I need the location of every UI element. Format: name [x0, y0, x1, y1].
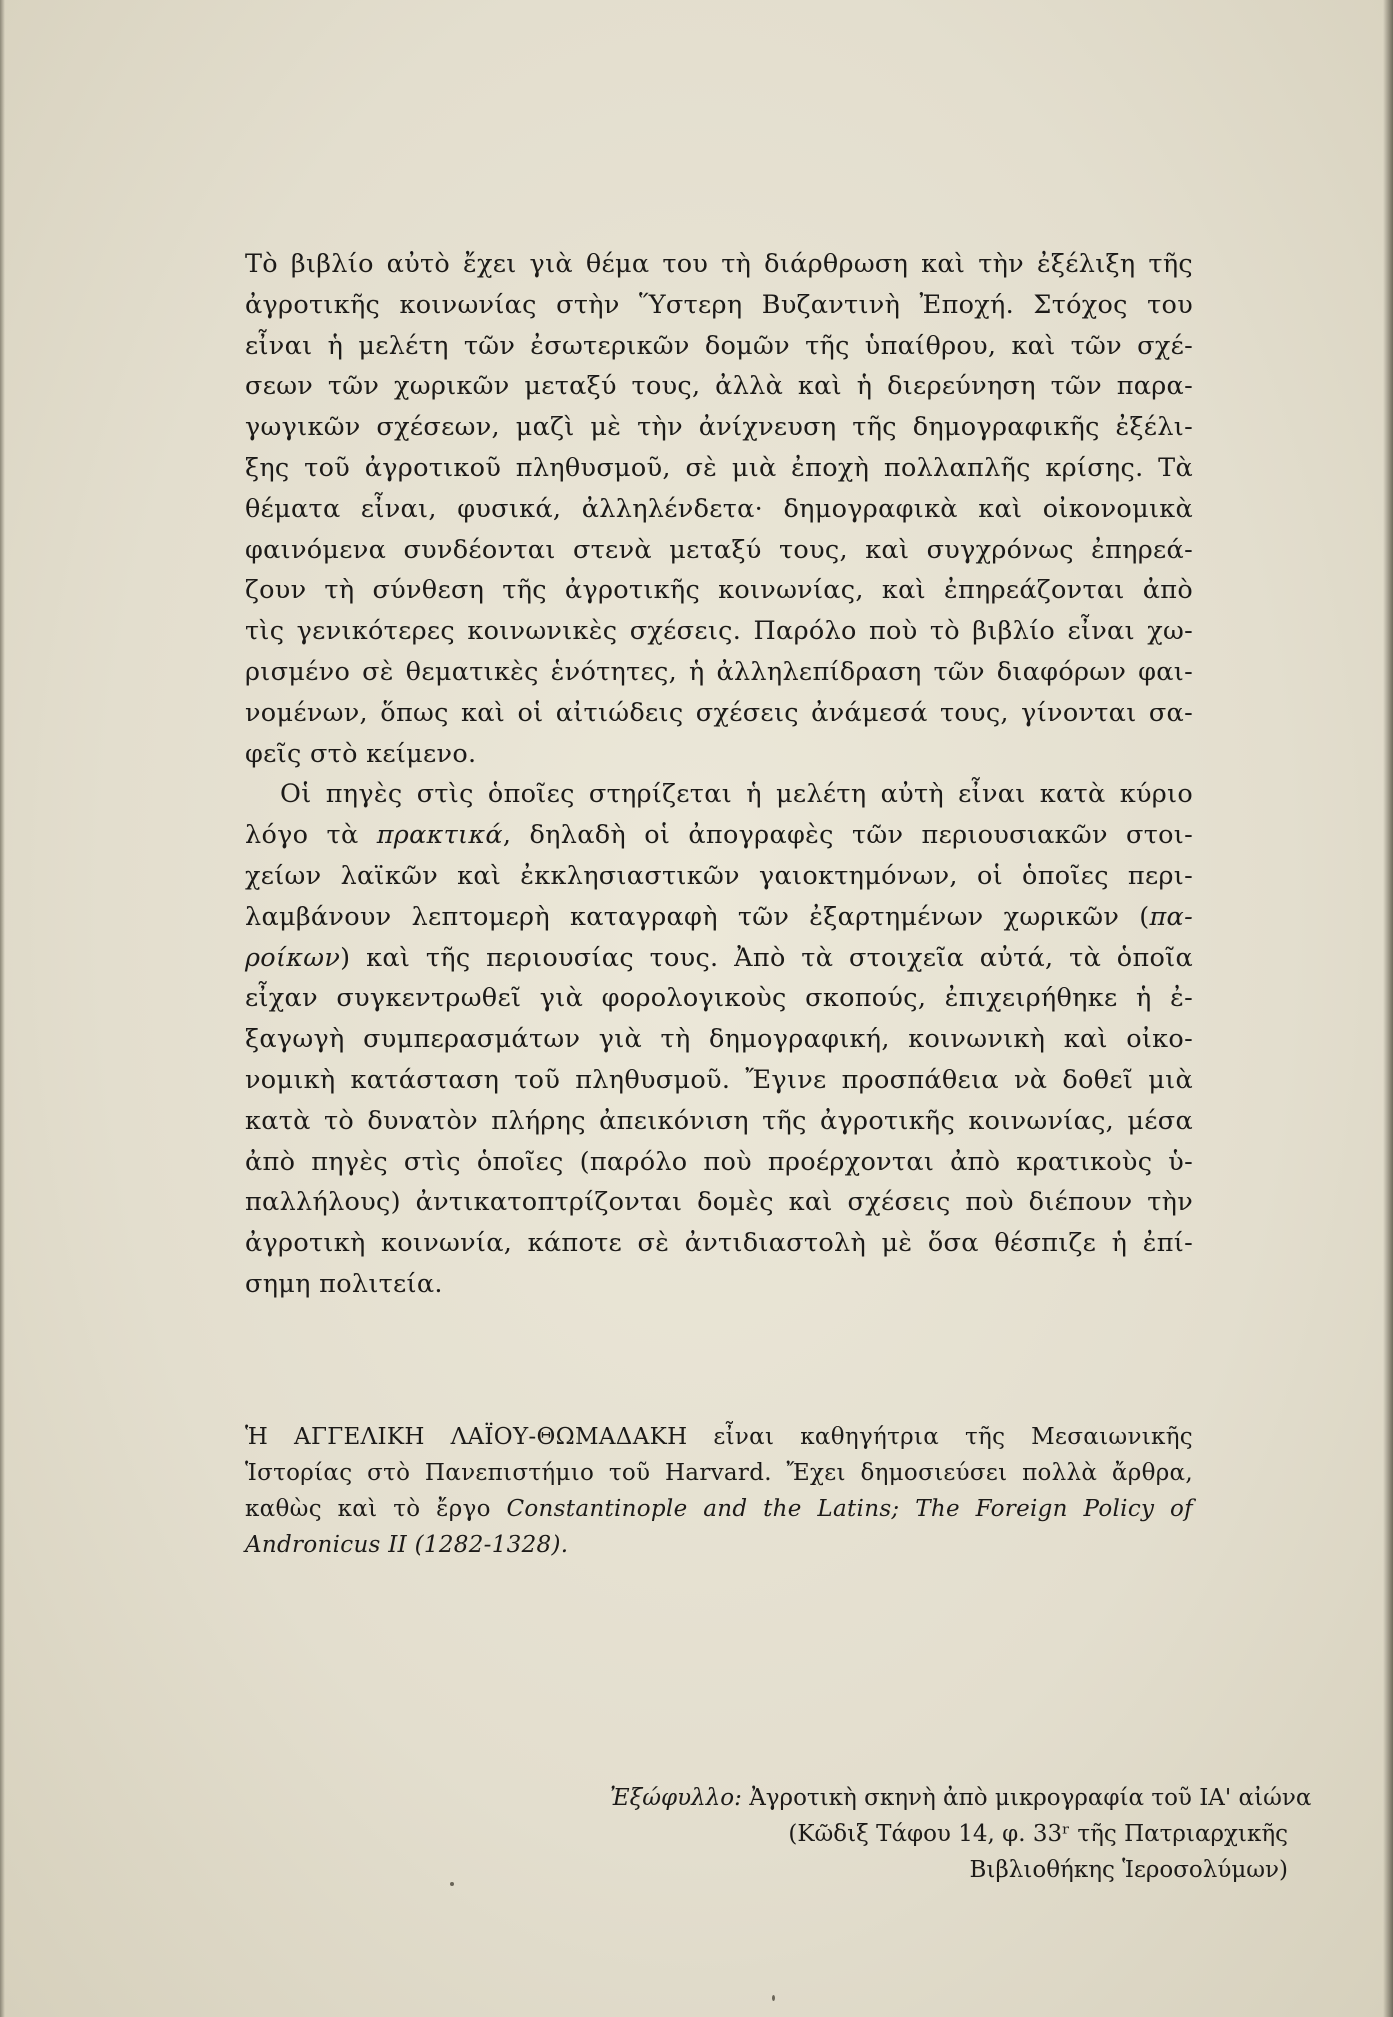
text-line: θέματα εἶναι, φυσικά, ἀλληλένδετα· δημογραφικὰ καὶ οἰκονομικὰ [245, 493, 1193, 524]
text-line: τὶς γενικότερες κοινωνικὲς σχέσεις. Παρόλο ποὺ τὸ βιβλίο εἶναι χω- [245, 616, 1193, 647]
text-line: παλλήλους) ἀντικατοπτρίζονται δομὲς καὶ σχέσεις ποὺ διέπουν τὴν [245, 1187, 1193, 1218]
text-line: ξης τοῦ ἀγροτικοῦ πληθυσμοῦ, σὲ μιὰ ἐποχὴ πολλαπλῆς κρίσης. Τὰ [245, 452, 1193, 483]
text-line: νομένων, ὅπως καὶ οἱ αἰτιώδεις σχέσεις ἀνάμεσά τους, γίνονται σα- [245, 697, 1193, 728]
book-title-italic-end: Andronicus II (1282-1328). [245, 1532, 569, 1558]
paper-speck [450, 1882, 454, 1886]
text-fragment: καθὼς καὶ τὸ ἔργο [245, 1496, 507, 1522]
italic-term-paroikon-end: ροίκων [245, 942, 341, 973]
text-line: χείων λαϊκῶν καὶ ἐκκλησιαστικῶν γαιοκτημόνων, οἱ ὁποῖες περι- [245, 860, 1193, 891]
caption-line: Βιβλιοθήκης Ἱεροσολύμων) [969, 1857, 1288, 1883]
text-fragment: λόγο τὰ [245, 820, 377, 851]
caption-label: Ἐξώφυλλο: [610, 1785, 742, 1811]
text-line: νομικὴ κατάσταση τοῦ πληθυσμοῦ. Ἔγινε προσπάθεια νὰ δοθεῖ μιὰ [245, 1064, 1193, 1095]
left-page-edge [0, 0, 5, 2017]
text-fragment: , δηλαδὴ οἱ ἀπογραφὲς τῶν περιουσιακῶν στοι- [502, 820, 1194, 851]
text-line [245, 938, 1193, 979]
right-page-edge [1383, 0, 1393, 2017]
text-fragment: ) καὶ τῆς περιουσίας τους. Ἀπὸ τὰ στοιχεῖα αὐτά, τὰ ὁποῖα [340, 942, 1193, 973]
italic-term-paroikon-start: πα- [1149, 901, 1193, 932]
text-line: Οἱ πηγὲς στὶς ὁποῖες στηρίζεται ἡ μελέτη αὐτὴ εἶναι κατὰ κύριο [280, 779, 1193, 810]
text-line: κατὰ τὸ δυνατὸν πλήρης ἀπεικόνιση τῆς ἀγροτικῆς κοινωνίας, μέσα [245, 1105, 1193, 1136]
text-line: ξαγωγὴ συμπερασμάτων γιὰ τὴ δημογραφική, κοινωνικὴ καὶ οἰκο- [245, 1024, 1193, 1055]
paper-speck [772, 1995, 775, 2001]
bio-line: Ἡ ΑΓΓΕΛΙΚΗ ΛΑΪΟΥ-ΘΩΜΑΔΑΚΗ εἶναι καθηγήτρια τῆς Μεσαιωνικῆς [245, 1424, 1193, 1450]
text-line: ἀπὸ πηγὲς στὶς ὁποῖες (παρόλο ποὺ προέρχονται ἀπὸ κρατικοὺς ὑ- [245, 1146, 1193, 1177]
text-line: ζουν τὴ σύνθεση τῆς ἀγροτικῆς κοινωνίας, καὶ ἐπηρεάζονται ἀπὸ [245, 575, 1193, 606]
text-fragment: λαμβάνουν λεπτομερὴ καταγραφὴ τῶν ἐξαρτημένων χωρικῶν ( [245, 901, 1150, 932]
text-line: εἶχαν συγκεντρωθεῖ γιὰ φορολογικοὺς σκοπούς, ἐπιχειρήθηκε ἡ ἐ- [245, 983, 1193, 1014]
text-line [245, 897, 1193, 938]
text-line: Τὸ βιβλίο αὐτὸ ἔχει γιὰ θέμα του τὴ διάρθρωση καὶ τὴν ἐξέλιξη τῆς [245, 249, 1193, 279]
text-line: ἀγροτικὴ κοινωνία, κάποτε σὲ ἀντιδιαστολὴ μὲ ὅσα θέσπιζε ἡ ἐπί- [245, 1228, 1193, 1259]
author-bio [245, 1419, 1193, 1563]
text-line: φαινόμενα συνδέονται στενὰ μεταξύ τους, καὶ συγχρόνως ἐπηρεά- [245, 534, 1193, 565]
text-line [245, 815, 1193, 856]
cover-caption [610, 1780, 1312, 1888]
text-fragment: Ἀγροτικὴ σκηνὴ ἀπὸ μικρογραφία τοῦ ΙΑ' αἰώνα [741, 1785, 1312, 1811]
main-text [245, 244, 1193, 1305]
text-line: γωγικῶν σχέσεων, μαζὶ μὲ τὴν ἀνίχνευση τῆς δημογραφικῆς ἐξέλι- [245, 412, 1193, 443]
bio-line: Ἱστορίας στὸ Πανεπιστήμιο τοῦ Harvard. Ἔχει δημοσιεύσει πολλὰ ἄρθρα, [245, 1460, 1193, 1486]
text-line: σεων τῶν χωρικῶν μεταξύ τους, ἀλλὰ καὶ ἡ διερεύνηση τῶν παρα- [245, 371, 1193, 402]
text-line: ρισμένο σὲ θεματικὲς ἑνότητες, ἡ ἀλληλεπίδραση τῶν διαφόρων φαι- [245, 656, 1193, 687]
text-line: φεῖς στὸ κείμενο. [245, 738, 477, 769]
book-title-italic: Constantinople and the Latins; The Foreign Policy of [506, 1496, 1193, 1522]
text-line: ἀγροτικῆς κοινωνίας στὴν Ὕστερη Βυζαντινὴ Ἐποχή. Στόχος του [245, 289, 1193, 320]
text-line: εἶναι ἡ μελέτη τῶν ἐσωτερικῶν δομῶν τῆς ὑπαίθρου, καὶ τῶν σχέ- [245, 330, 1193, 361]
caption-line: (Κῶδιξ Τάφου 14, φ. 33ʳ τῆς Πατριαρχικῆς [788, 1821, 1288, 1847]
text-line: σημη πολιτεία. [245, 1268, 443, 1299]
bio-line [245, 1491, 1193, 1527]
italic-term-praktika: πρακτικά [376, 820, 503, 851]
caption-line [610, 1780, 1312, 1816]
